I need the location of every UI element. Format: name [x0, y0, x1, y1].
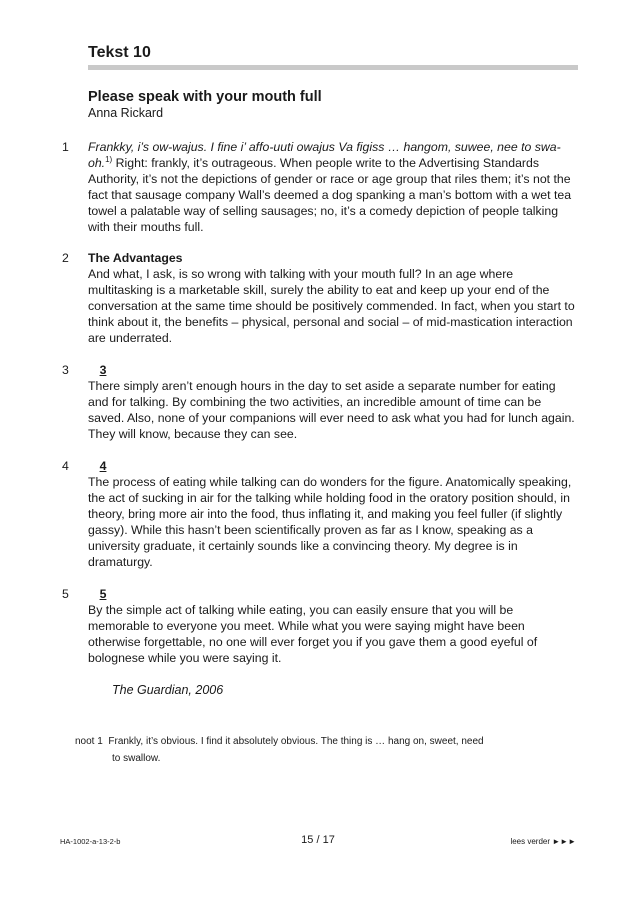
paragraph-body	[88, 362, 578, 442]
footnote-label: noot 1	[75, 736, 103, 747]
continue-label: lees verder ►►►	[510, 837, 576, 846]
paragraph-heading: The Advantages	[88, 251, 183, 265]
paragraph-number: 5	[62, 587, 69, 601]
article-author: Anna Rickard	[88, 106, 164, 120]
paragraph-3	[62, 362, 578, 442]
footnote-ref: 1)	[105, 154, 113, 164]
quoted-speech: Frankky, i’s ow-wajus. I fine i’ affo-uuti owajus Va figiss … hangom, suwee, nee to swa-oh.	[88, 140, 561, 170]
footnote-text: Frankly, it’s obvious. I find it absolutely obvious. The thing is … hang on, sweet, need	[108, 736, 484, 747]
paragraph-text: The process of eating while talking can do wonders for the figure. Anatomically speaking, the act of sucking in air for the talking while holding food in the oratory position should, in theory, bring more air into the food, thus inflating it, and making you feel fuller (if slightly gassy). While this hasn’t been scientifically proven as far as I know, speaking as a university graduate, it certainly sounds like a convincing theory. My degree is in dramaturgy.	[88, 475, 572, 569]
paragraph-text: Right: frankly, it’s outrageous. When people write to the Advertising Standards Authority, it’s not the depictions of gender or race or age group that riles them; it’s not the fact that sausage company Wall’s deemed a dog spanking a man’s bottom with a wet tea towel a palatable way of selling sausages; no, it’s a comedy depiction of people talking with their mouths full.	[88, 156, 572, 234]
paragraph-1	[62, 139, 578, 235]
paragraph-5	[62, 586, 578, 666]
paragraph-4	[62, 458, 578, 570]
section-label: Tekst 10	[88, 44, 151, 61]
page-number: 15 / 17	[301, 834, 335, 846]
paragraph-body	[88, 250, 578, 346]
paragraph-text: By the simple act of talking while eating, you can easily ensure that you will be memorable to everyone you meet. While what you were saying might have been otherwise forgettable, no one will ever forget you if you gave them a good eyeful of bolognese while you were saying it.	[88, 603, 538, 665]
header-rule	[88, 65, 578, 70]
gap-marker: 5	[99, 587, 107, 601]
paragraph-body	[88, 458, 578, 570]
paragraph-number: 2	[62, 251, 69, 265]
paragraph-text: There simply aren’t enough hours in the day to set aside a separate number for eating and for talking. By combining the two activities, an incredible amount of time can be saved. Also, none of your companions will ever need to ask what you had for lunch again. They will know, because they can see.	[88, 379, 575, 441]
footnote-text-continued: to swallow.	[112, 753, 161, 764]
paragraph-number: 4	[62, 459, 69, 473]
source-citation: The Guardian, 2006	[112, 683, 224, 697]
gap-marker: 4	[99, 459, 107, 473]
exam-code: HA-1002-a-13-2-b	[60, 837, 121, 846]
footnote	[75, 733, 575, 767]
paragraph-2	[62, 250, 578, 346]
paragraph-number: 3	[62, 363, 69, 377]
gap-marker: 3	[99, 363, 107, 377]
paragraph-body	[88, 586, 578, 666]
paragraph-body	[88, 139, 578, 235]
paragraph-text: And what, I ask, is so wrong with talking with your mouth full? In an age where multitasking is a marketable skill, surely the ability to eat and keep up your end of the conversation at the same time should be positively commended. In fact, when you start to think about it, the benefits – physical, personal and social – of mid-mastication interaction are underrated.	[88, 267, 575, 345]
paragraph-number: 1	[62, 140, 69, 154]
article-title: Please speak with your mouth full	[88, 89, 322, 105]
